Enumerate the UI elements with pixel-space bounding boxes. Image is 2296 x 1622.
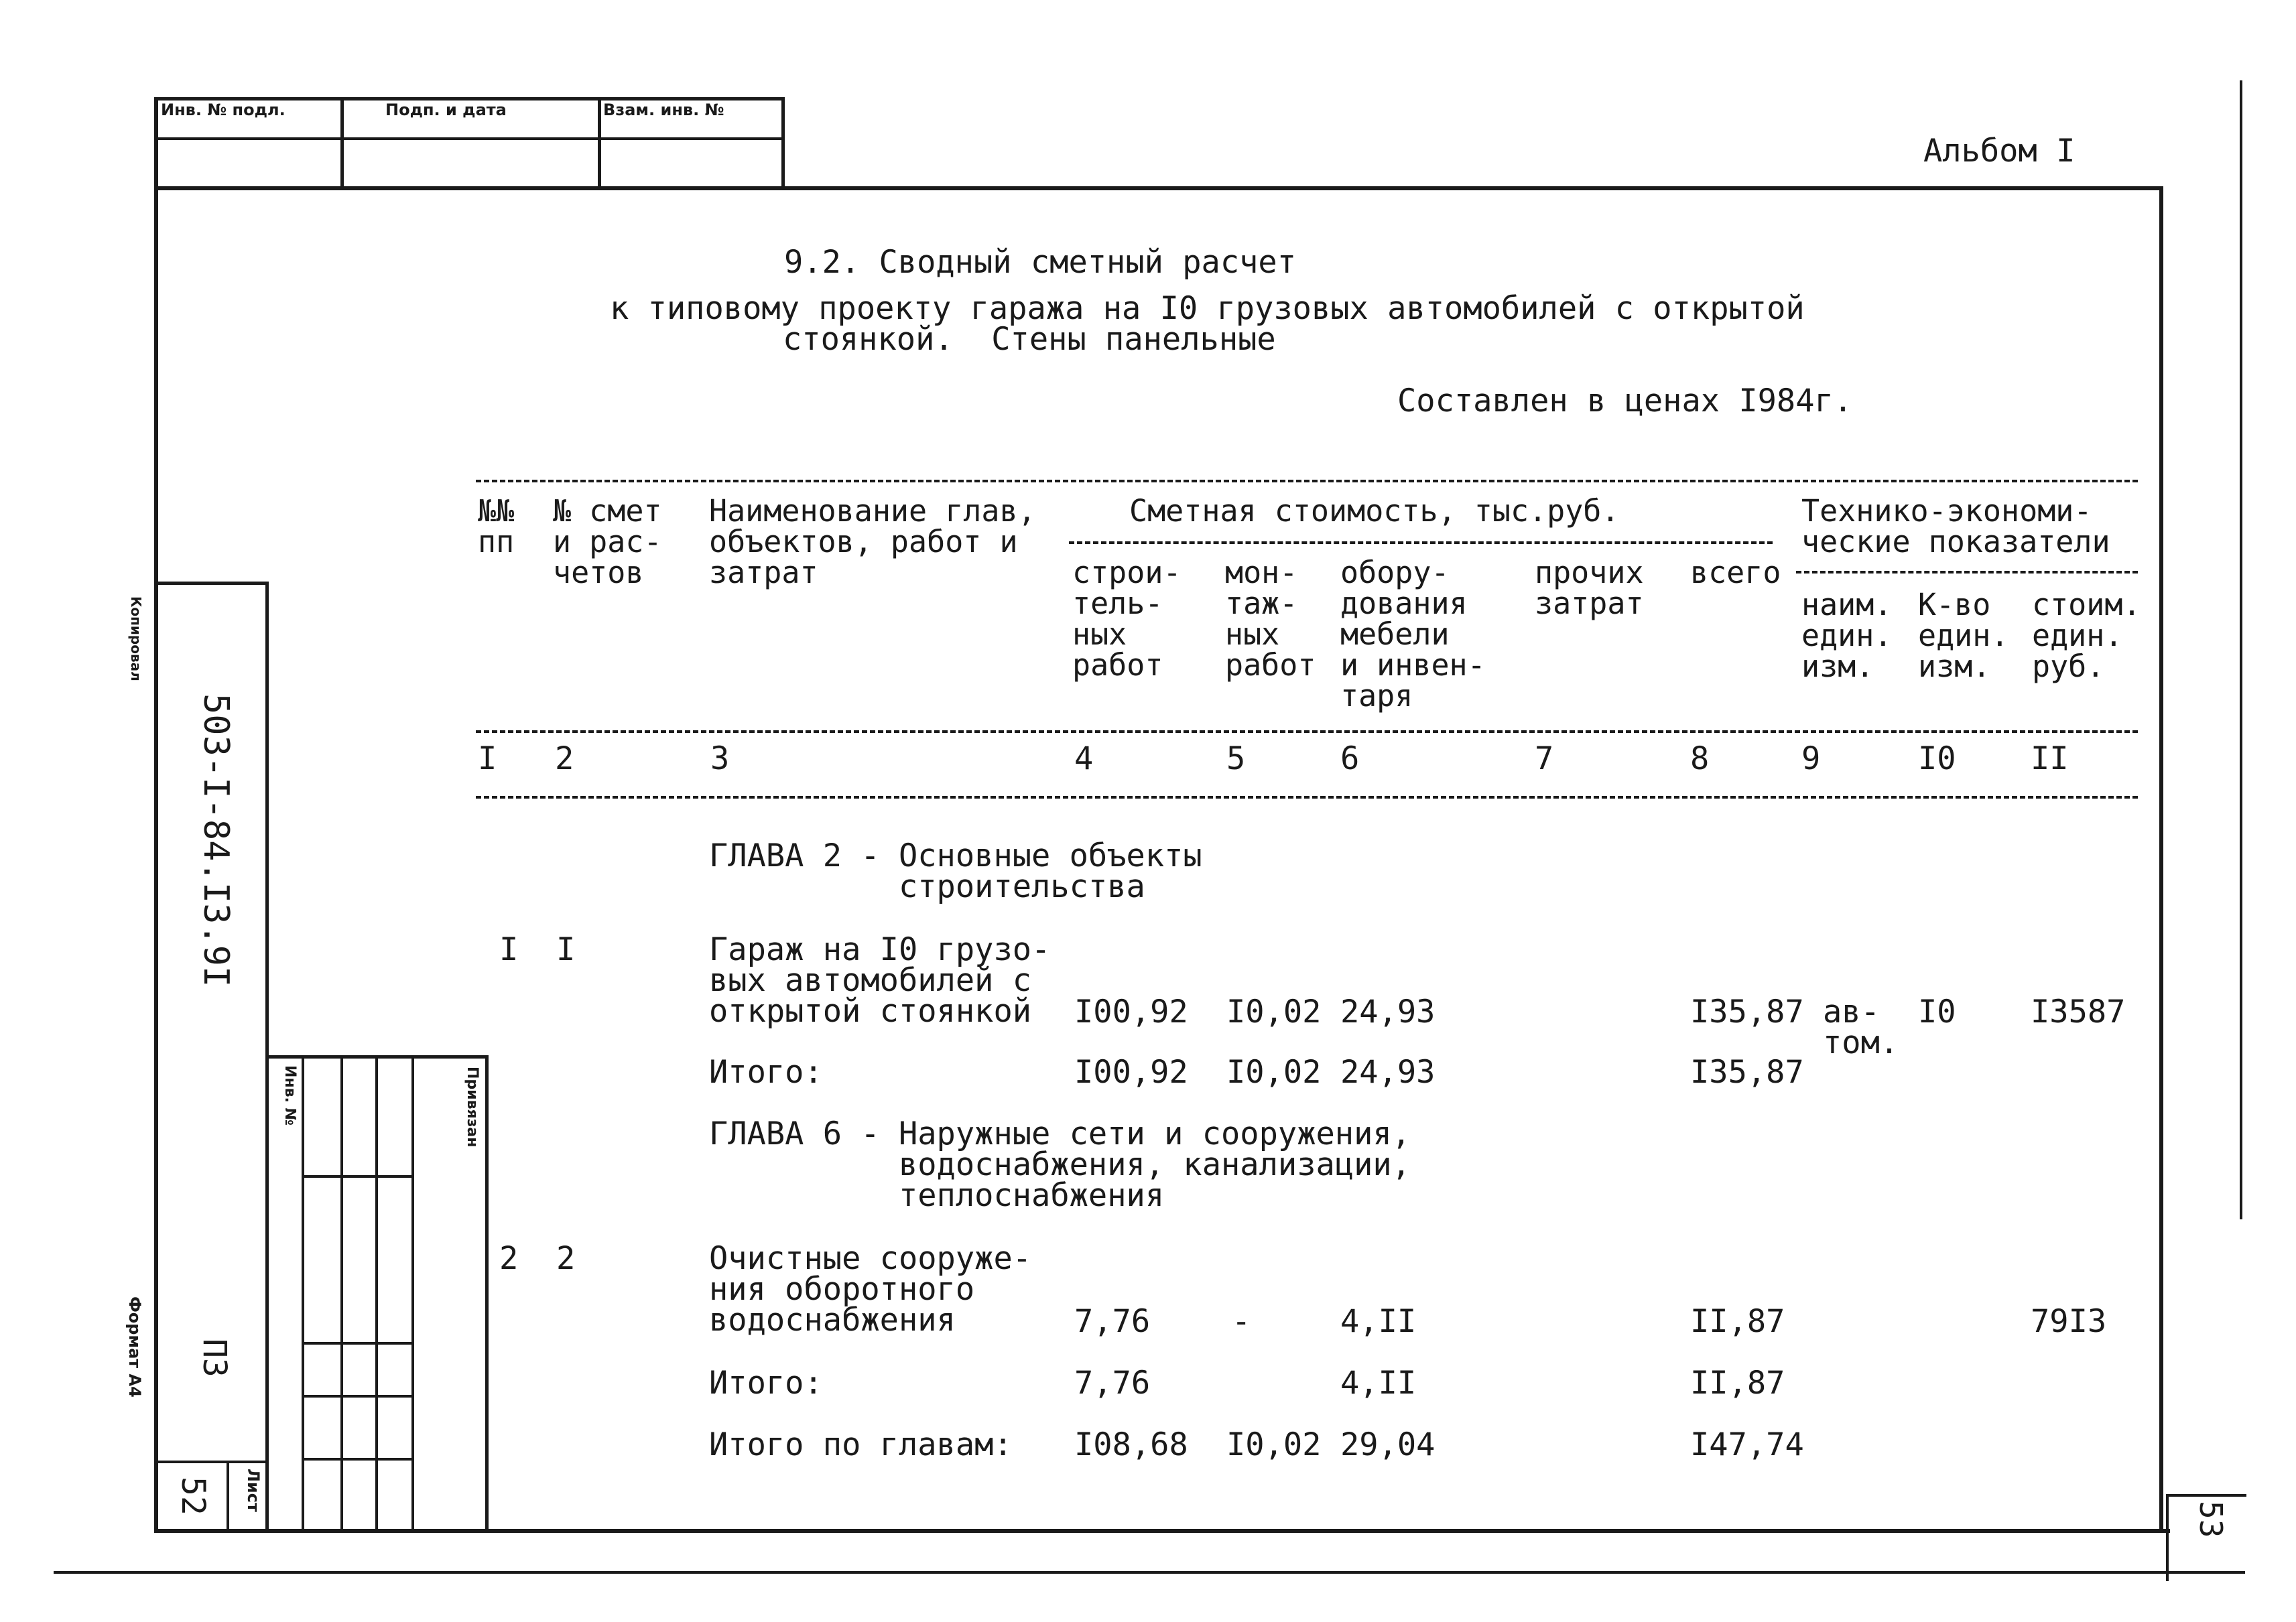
side-inv-no: Инв. №: [281, 1065, 298, 1126]
prices-note: Составлен в ценах I984г.: [1397, 383, 1853, 419]
colnum-2: 2: [555, 740, 574, 777]
row1-obor: 24,93: [1340, 994, 1436, 1030]
total1-obor: 24,93: [1340, 1054, 1436, 1091]
row1-mont: I0,02: [1226, 994, 1322, 1030]
row2-stoim: 79I3: [2031, 1303, 2107, 1340]
total-chapters-stroit: I08,68: [1074, 1426, 1188, 1463]
row2-vsego: II,87: [1690, 1303, 1785, 1340]
header-vsego: всего: [1690, 555, 1781, 590]
colnum-11: II: [2031, 740, 2069, 777]
row1-stroit: I00,92: [1074, 994, 1188, 1030]
header-naim: наим. един. изм.: [1801, 587, 1893, 684]
total1-mont: I0,02: [1226, 1054, 1322, 1091]
table-top-rule: [476, 480, 2138, 482]
row1-vsego: I35,87: [1690, 994, 1804, 1030]
cost-group-rule: [1069, 541, 1773, 544]
total1-label: Итого:: [709, 1054, 823, 1091]
row1-num: I: [499, 931, 519, 968]
colnum-bottom-rule: [476, 796, 2138, 799]
total-chapters-vsego: I47,74: [1690, 1426, 1804, 1463]
side-sheet-no: 52: [174, 1477, 212, 1515]
side-privyazan: Привязан: [464, 1067, 481, 1148]
row2-name: Очистные сооруже- ния оборотного водоснабжения: [709, 1240, 1032, 1339]
header-kvo: К-во един. изм.: [1918, 587, 2009, 684]
chapter-6-heading: ГЛАВА 6 - Наружные сети и сооружения, водоснабжения, канализации, теплоснабжения: [709, 1116, 1411, 1214]
title-line1: 9.2. Сводный сметный расчет: [784, 244, 1297, 281]
colnum-6: 6: [1340, 740, 1360, 777]
row2-mont: -: [1232, 1303, 1251, 1340]
total2-vsego: II,87: [1690, 1365, 1785, 1402]
row1-smet: I: [556, 931, 576, 968]
side-sheet-label: Лист: [244, 1469, 263, 1512]
header-proch: прочих затрат: [1535, 555, 1644, 621]
colnum-4: 4: [1074, 740, 1094, 777]
header-smet: № смет и рас- четов: [553, 493, 662, 590]
header-num: №№ пп: [478, 493, 515, 559]
total-chapters-obor: 29,04: [1340, 1426, 1436, 1463]
header-stroit: строи- тель- ных работ: [1072, 555, 1182, 683]
total1-vsego: I35,87: [1690, 1054, 1804, 1091]
header-bottom-rule: [476, 730, 2138, 733]
header-obor: обору- дования мебели и инвен- таря: [1340, 555, 1486, 714]
side-format: Формат А4: [125, 1296, 144, 1398]
header-cost-group: Сметная стоимость, тыс.руб.: [1129, 493, 1620, 529]
title-line2: к типовому проекту гаража на I0 грузовых автомобилей с открытой: [610, 290, 1805, 327]
total1-stroit: I00,92: [1074, 1054, 1188, 1091]
row2-stroit: 7,76: [1074, 1303, 1151, 1340]
stamp-podp-data: Подп. и дата: [385, 100, 507, 119]
colnum-1: I: [478, 740, 497, 777]
total2-label: Итого:: [709, 1365, 823, 1402]
tech-group-rule: [1796, 571, 2138, 573]
total-chapters-label: Итого по главам:: [709, 1426, 1013, 1463]
colnum-5: 5: [1226, 740, 1246, 777]
page-number: 53: [2193, 1501, 2229, 1538]
header-name: Наименование глав, объектов, работ и затрат: [709, 493, 1036, 590]
chapter-2-heading: ГЛАВА 2 - Основные объекты строительства: [709, 837, 1202, 905]
colnum-9: 9: [1801, 740, 1821, 777]
colnum-3: 3: [710, 740, 730, 777]
header-tech-group: Технико-экономи- ческие показатели: [1801, 493, 2110, 559]
side-pz: ПЗ: [196, 1339, 233, 1377]
colnum-10: I0: [1918, 740, 1956, 777]
row1-kvo: I0: [1918, 994, 1956, 1030]
stamp-vzam-inv: Взам. инв. №: [603, 100, 724, 119]
header-stoim: стоим. един. руб.: [2032, 587, 2141, 684]
row1-naim: ав- том.: [1823, 994, 1899, 1061]
row2-obor: 4,II: [1340, 1303, 1417, 1340]
row2-smet: 2: [556, 1240, 576, 1277]
total-chapters-mont: I0,02: [1226, 1426, 1322, 1463]
total2-obor: 4,II: [1340, 1365, 1417, 1402]
row1-name: Гараж на I0 грузо- вых автомобилей с открытой стоянкой: [709, 931, 1051, 1030]
total2-stroit: 7,76: [1074, 1365, 1151, 1402]
header-mont: мон- таж- ных работ: [1225, 555, 1316, 683]
title-line3: стоянкой. Стены панельные: [783, 321, 1276, 358]
row2-num: 2: [499, 1240, 519, 1277]
side-kopiroval: Копировал: [128, 596, 144, 681]
colnum-8: 8: [1690, 740, 1710, 777]
stamp-inv-podl: Инв. № подл.: [161, 100, 285, 119]
colnum-7: 7: [1535, 740, 1554, 777]
album-label: Альбом I: [1923, 133, 2076, 170]
side-doc-code: 503-I-84.I3.9I: [196, 693, 236, 988]
row1-stoim: I3587: [2031, 994, 2126, 1030]
